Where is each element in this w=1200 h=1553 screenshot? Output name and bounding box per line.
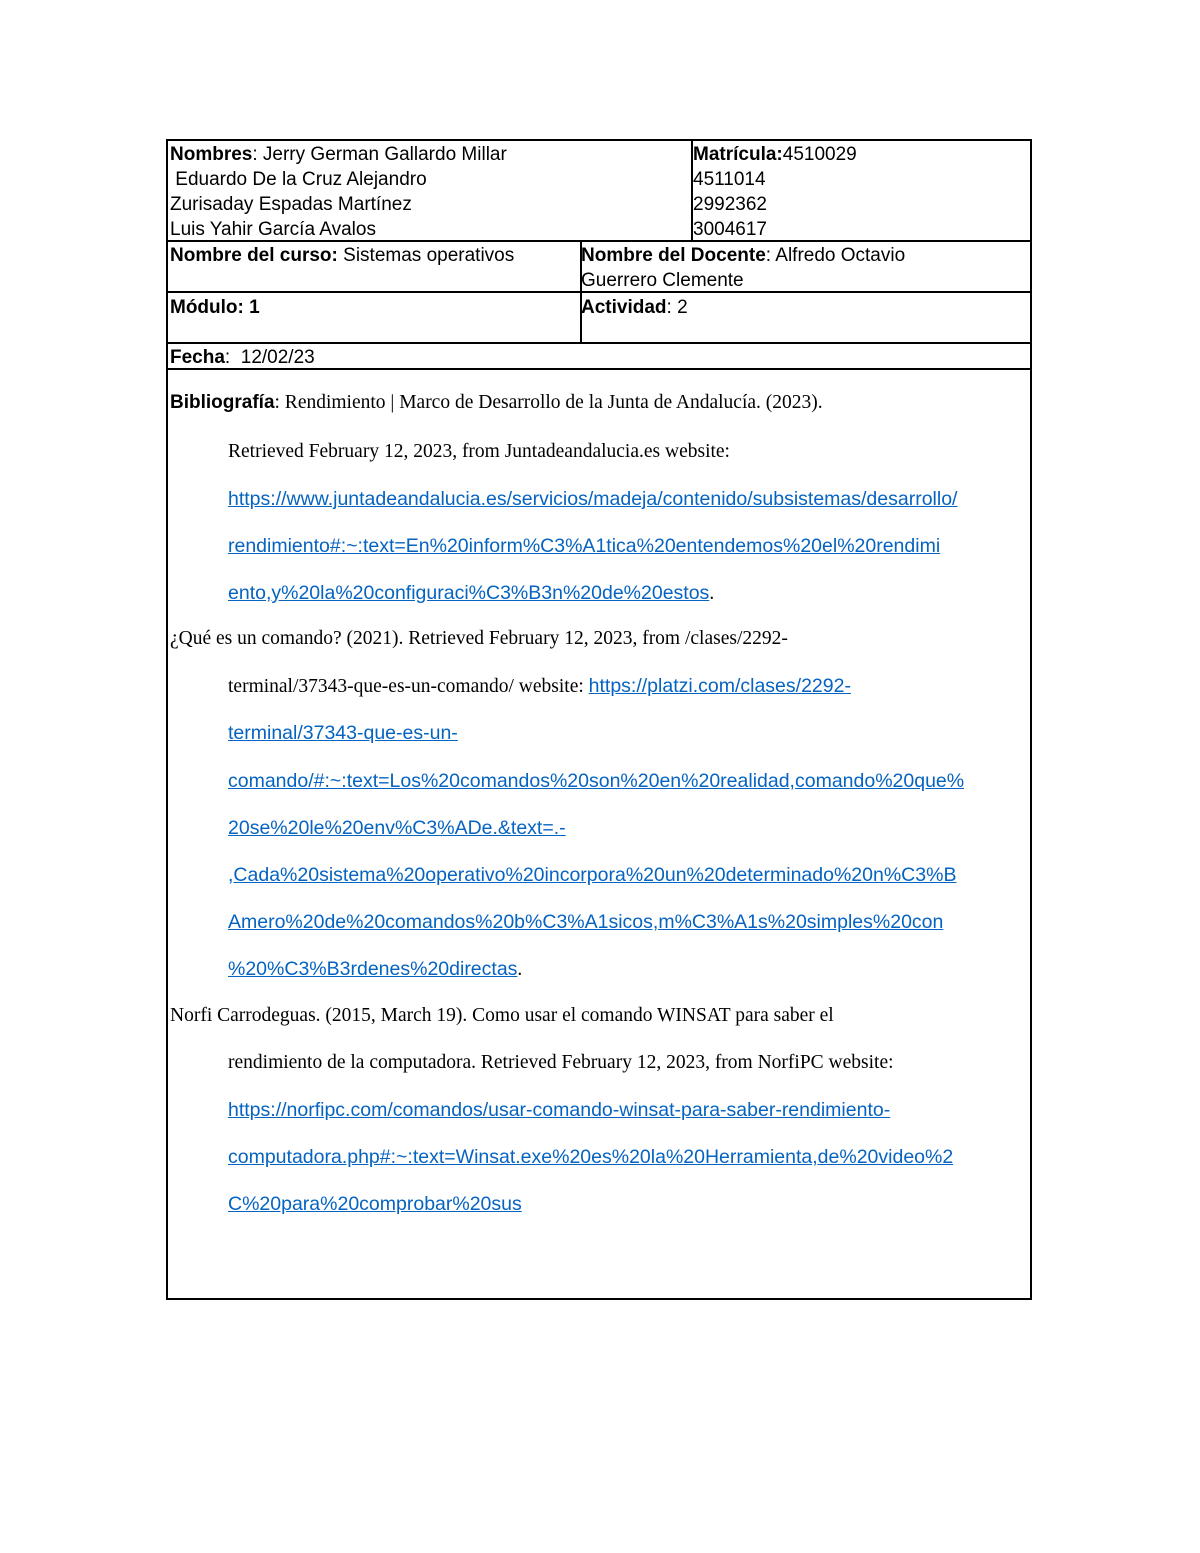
date-label: Fecha <box>170 347 225 368</box>
matricula-value: 2992362 <box>693 194 767 215</box>
course-label: Nombre del curso: <box>170 245 338 266</box>
bibliography-label: Bibliografía <box>170 392 275 413</box>
bib-link[interactable]: https://norfipc.com/comandos/usar-comando-winsat-para-saber-rendimiento- <box>228 1099 891 1121</box>
bib-text: rendimiento de la computadora. Retrieved February 12, 2023, from NorfiPC website: <box>228 1052 894 1073</box>
date-cell <box>170 345 315 370</box>
bib-link[interactable]: https://www.juntadeandalucia.es/servicios/madeja/contenido/subsistemas/desarrollo/ <box>228 488 958 510</box>
activity-value: : 2 <box>666 297 688 318</box>
teacher-value: Guerrero Clemente <box>581 270 744 291</box>
student-name: : Jerry German Gallardo Millar <box>252 144 507 165</box>
course-cell <box>170 243 514 268</box>
bib-link[interactable]: %20%C3%B3rdenes%20directas <box>228 958 518 980</box>
bib-link[interactable]: https://platzi.com/clases/2292- <box>588 675 851 697</box>
bib-link[interactable]: 20se%20le%20env%C3%ADe.&text=.- <box>228 817 566 839</box>
bib-link[interactable]: ento,y%20la%20configuraci%C3%B3n%20de%20estos <box>228 582 710 604</box>
student-name: Eduardo De la Cruz Alejandro <box>170 169 427 190</box>
bib-text: : Rendimiento | Marco de Desarrollo de la Junta de Andalucía. (2023). <box>274 392 823 413</box>
bib-link[interactable]: rendimiento#:~:text=En%20inform%C3%A1tica%20entendemos%20el%20rendimi <box>228 535 941 557</box>
matricula-value: 4511014 <box>693 169 766 190</box>
bib-text: terminal/37343-que-es-un-comando/ website: <box>228 676 589 697</box>
matricula-value: 3004617 <box>693 219 767 240</box>
table-divider <box>168 342 1030 344</box>
bib-link[interactable]: comando/#:~:text=Los%20comandos%20son%20en%20realidad,comando%20que% <box>228 770 965 792</box>
bibliography-entry-3: Norfi Carrodeguas. (2015, March 19). Como usar el comando WINSAT para saber el <box>170 1005 834 1026</box>
names-cell <box>170 142 507 242</box>
bib-text: Retrieved February 12, 2023, from Juntadeandalucia.es website: <box>228 441 730 462</box>
bib-link[interactable]: terminal/37343-que-es-un- <box>228 722 458 744</box>
activity-label: Actividad <box>581 297 667 318</box>
bib-link[interactable]: Amero%20de%20comandos%20b%C3%A1sicos,m%C3%A1s%20simples%20con <box>228 911 944 933</box>
bib-text: . <box>709 583 715 604</box>
module-cell <box>170 295 260 320</box>
bibliography-entry-2: ¿Qué es un comando? (2021). Retrieved February 12, 2023, from /clases/2292- <box>170 628 788 649</box>
date-value: : 12/02/23 <box>224 347 315 368</box>
student-name: Zurisaday Espadas Martínez <box>170 194 412 215</box>
student-name: Luis Yahir García Avalos <box>170 219 376 240</box>
module-label: Módulo: 1 <box>170 297 260 318</box>
bib-link[interactable]: computadora.php#:~:text=Winsat.exe%20es%20la%20Herramienta,de%20video%2 <box>228 1146 954 1168</box>
bibliography-entry-1 <box>170 392 823 414</box>
activity-cell <box>581 295 688 320</box>
matricula-label: Matrícula: <box>693 144 783 165</box>
matricula-value: 4510029 <box>782 144 857 165</box>
bib-text: . <box>517 959 523 980</box>
teacher-label: Nombre del Docente <box>581 245 766 266</box>
course-value: Sistemas operativos <box>337 245 515 266</box>
teacher-cell <box>581 243 905 293</box>
names-label: Nombres <box>170 144 253 165</box>
matricula-cell <box>693 142 857 242</box>
bib-link[interactable]: ,Cada%20sistema%20operativo%20incorpora%20un%20determinado%20n%C3%B <box>228 864 957 886</box>
teacher-value: : Alfredo Octavio <box>765 245 906 266</box>
bib-link[interactable]: C%20para%20comprobar%20sus <box>228 1193 522 1215</box>
